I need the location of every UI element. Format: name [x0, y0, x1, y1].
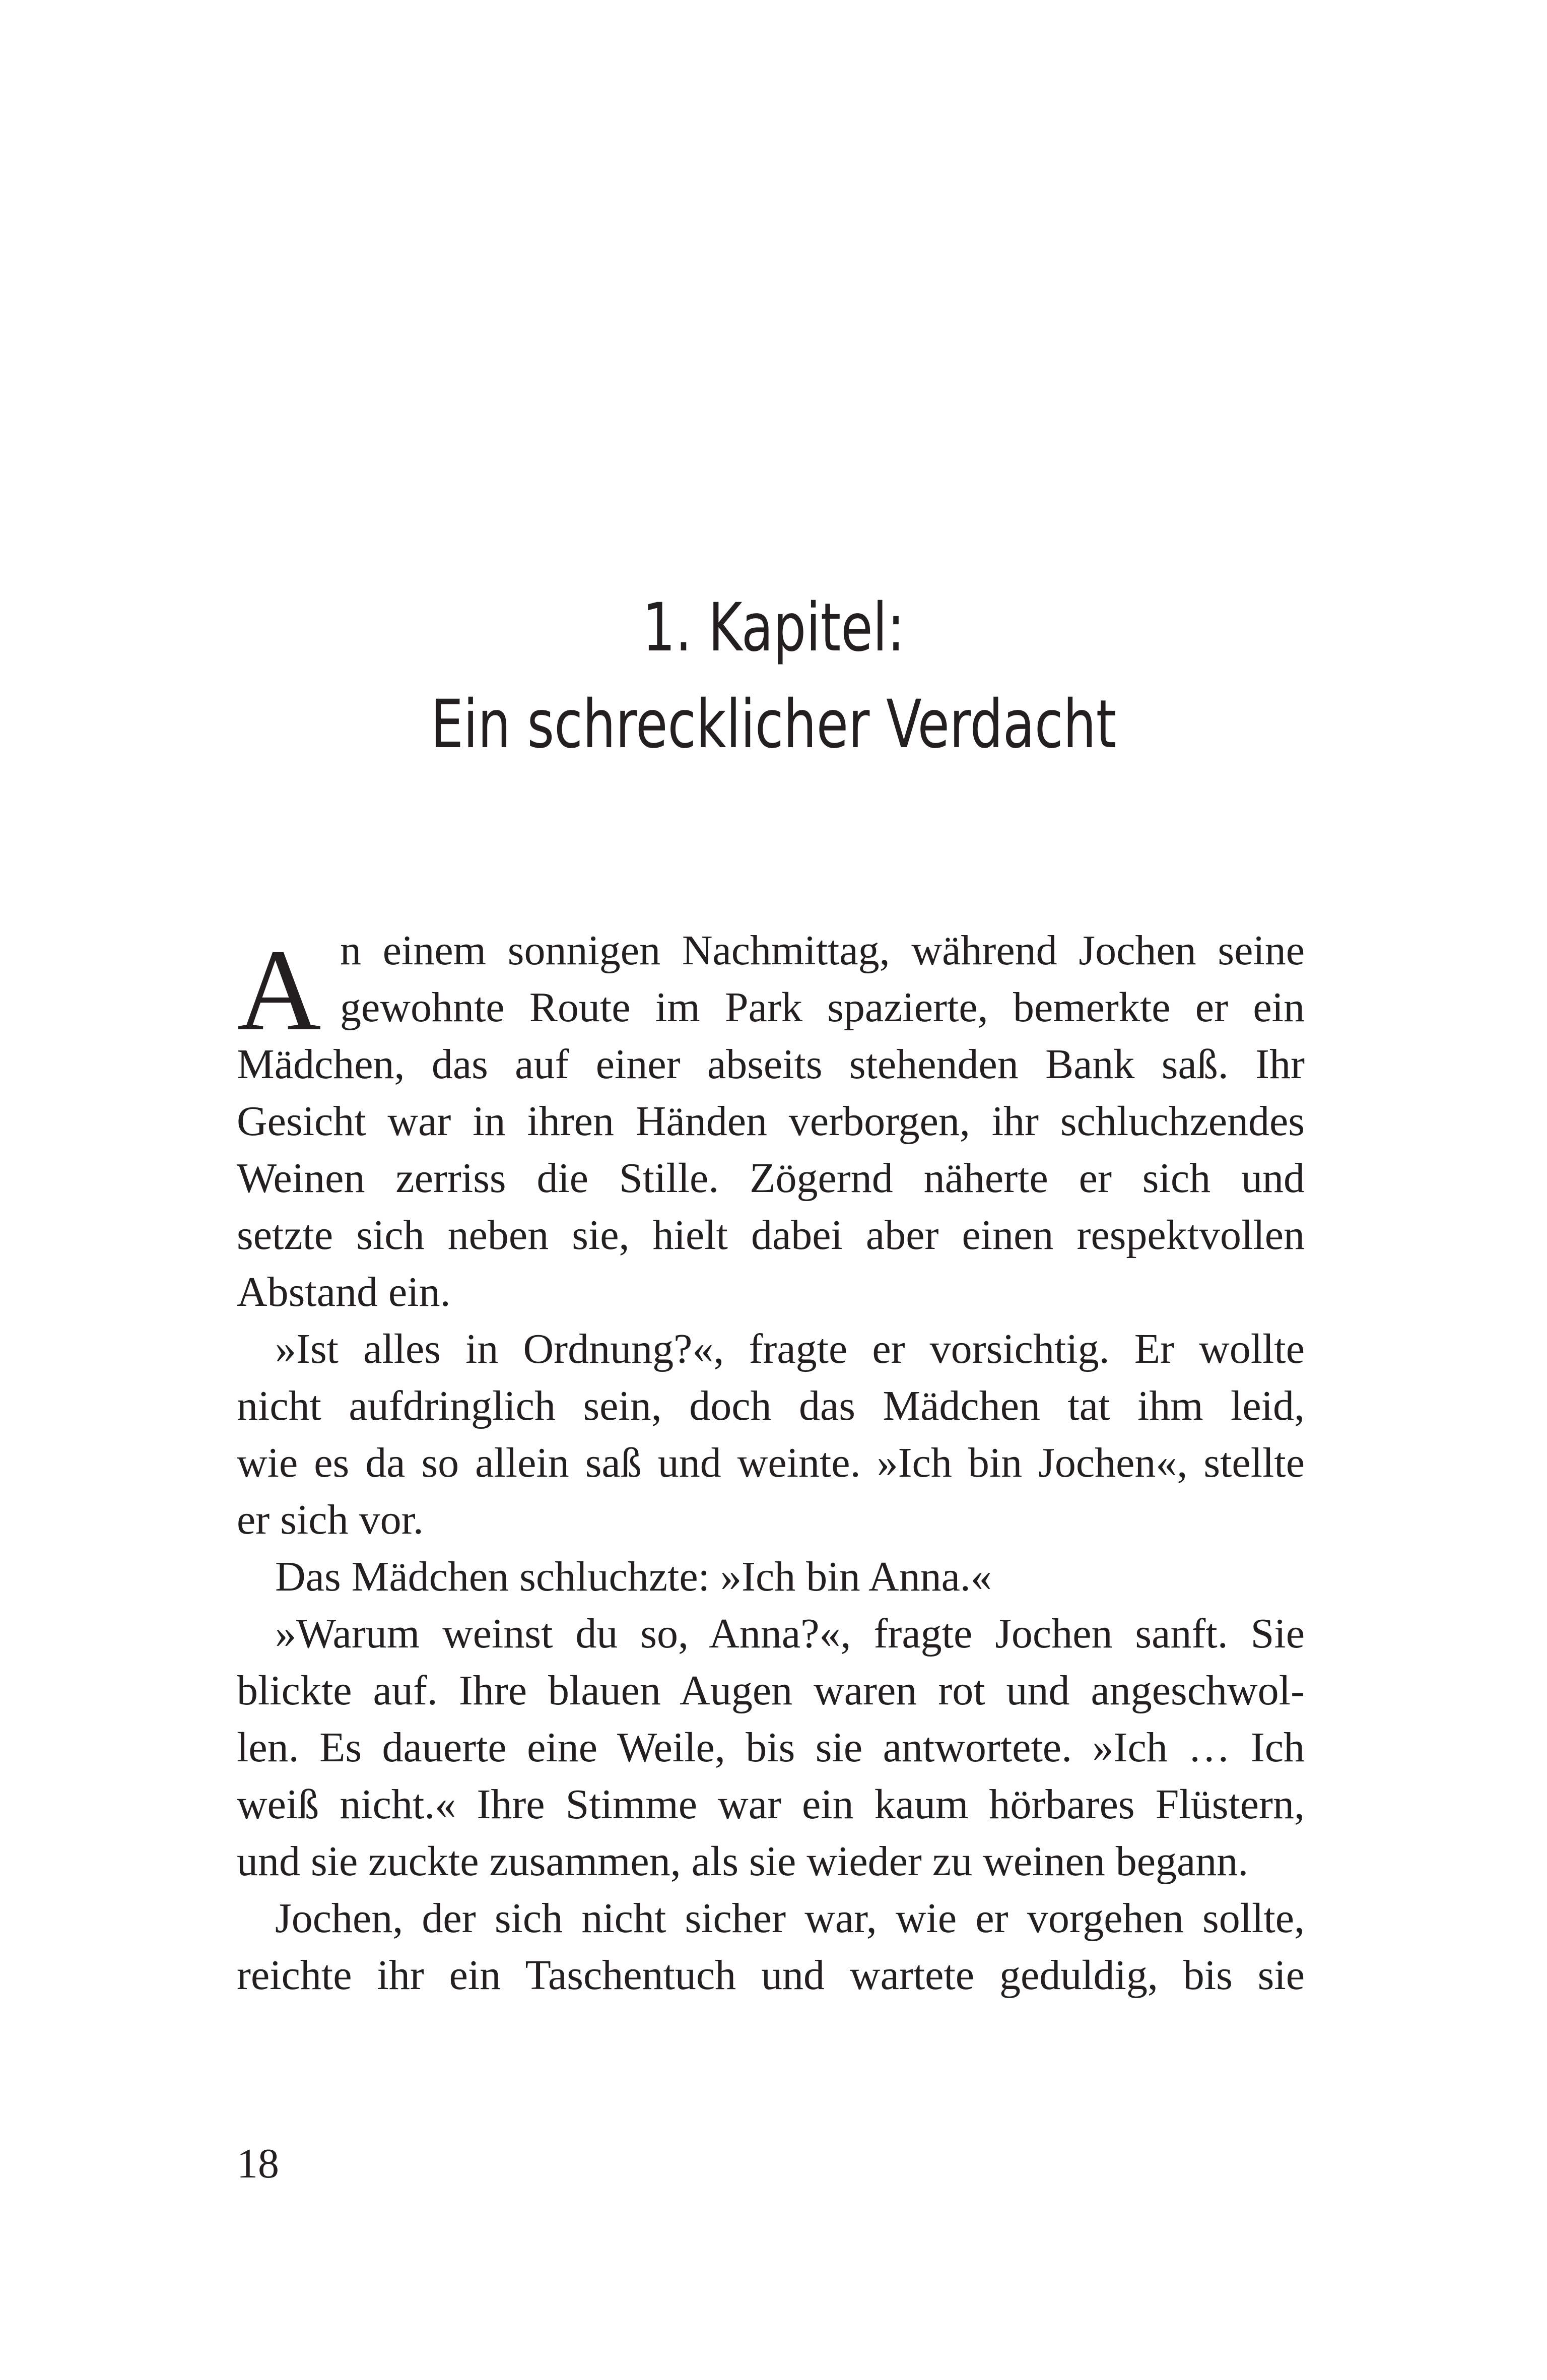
- text-line: Weinen zerriss die Stille. Zögernd näherte er sich und: [237, 1155, 1305, 1202]
- text-line: »Warum weinst du so, Anna?«, fragte Jochen sanft. Sie: [275, 1610, 1305, 1657]
- text-line: weiß nicht.« Ihre Stimme war ein kaum hörbares Flüstern,: [237, 1781, 1305, 1828]
- text-line: Mädchen, das auf einer abseits stehenden Bank saß. Ihr: [237, 1041, 1305, 1088]
- text-line: setzte sich neben sie, hielt dabei aber einen respektvollen: [237, 1212, 1305, 1259]
- text-line: »Ist alles in Ordnung?«, fragte er vorsichtig. Er wollte: [275, 1326, 1305, 1372]
- chapter-body: [237, 922, 1305, 2004]
- chapter-heading: [170, 579, 1377, 773]
- text-line: Jochen, der sich nicht sicher war, wie er vorgehen sollte,: [275, 1895, 1305, 1942]
- paragraph: [237, 1605, 1305, 1890]
- text-line: wie es da so allein saß und weinte. »Ich bin Jochen«, stellte: [237, 1439, 1305, 1486]
- drop-cap: A: [237, 925, 321, 1055]
- text-line: er sich vor.: [237, 1496, 424, 1543]
- text-line: und sie zuckte zusammen, als sie wieder zu weinen begann.: [237, 1838, 1249, 1885]
- text-line: reichte ihr ein Taschentuch und wartete geduldig, bis sie: [237, 1952, 1305, 1999]
- chapter-number: 1. Kapitel:: [642, 589, 905, 667]
- chapter-title: Ein schrecklicher Verdacht: [430, 686, 1117, 763]
- text-line: n einem sonnigen Nachmittag, während Jochen seine: [340, 927, 1305, 974]
- text-line: Gesicht war in ihren Händen verborgen, ihr schluchzendes: [237, 1098, 1305, 1145]
- text-line: Abstand ein.: [237, 1269, 451, 1315]
- paragraph: [237, 922, 1305, 1320]
- text-line: gewohnte Route im Park spazierte, bemerkte er ein: [340, 984, 1305, 1031]
- text-line: blickte auf. Ihre blauen Augen waren rot und angeschwol-: [237, 1667, 1305, 1714]
- text-line: len. Es dauerte eine Weile, bis sie antwortete. »Ich … Ich: [237, 1724, 1305, 1771]
- paragraph: [237, 1320, 1305, 1548]
- paragraph: [237, 1890, 1305, 2004]
- text-line: nicht aufdringlich sein, doch das Mädchen tat ihm leid,: [237, 1382, 1305, 1429]
- paragraph: [237, 1548, 1305, 1605]
- page-number: 18: [237, 2140, 279, 2187]
- text-line: Das Mädchen schluchzte: »Ich bin Anna.«: [275, 1553, 992, 1600]
